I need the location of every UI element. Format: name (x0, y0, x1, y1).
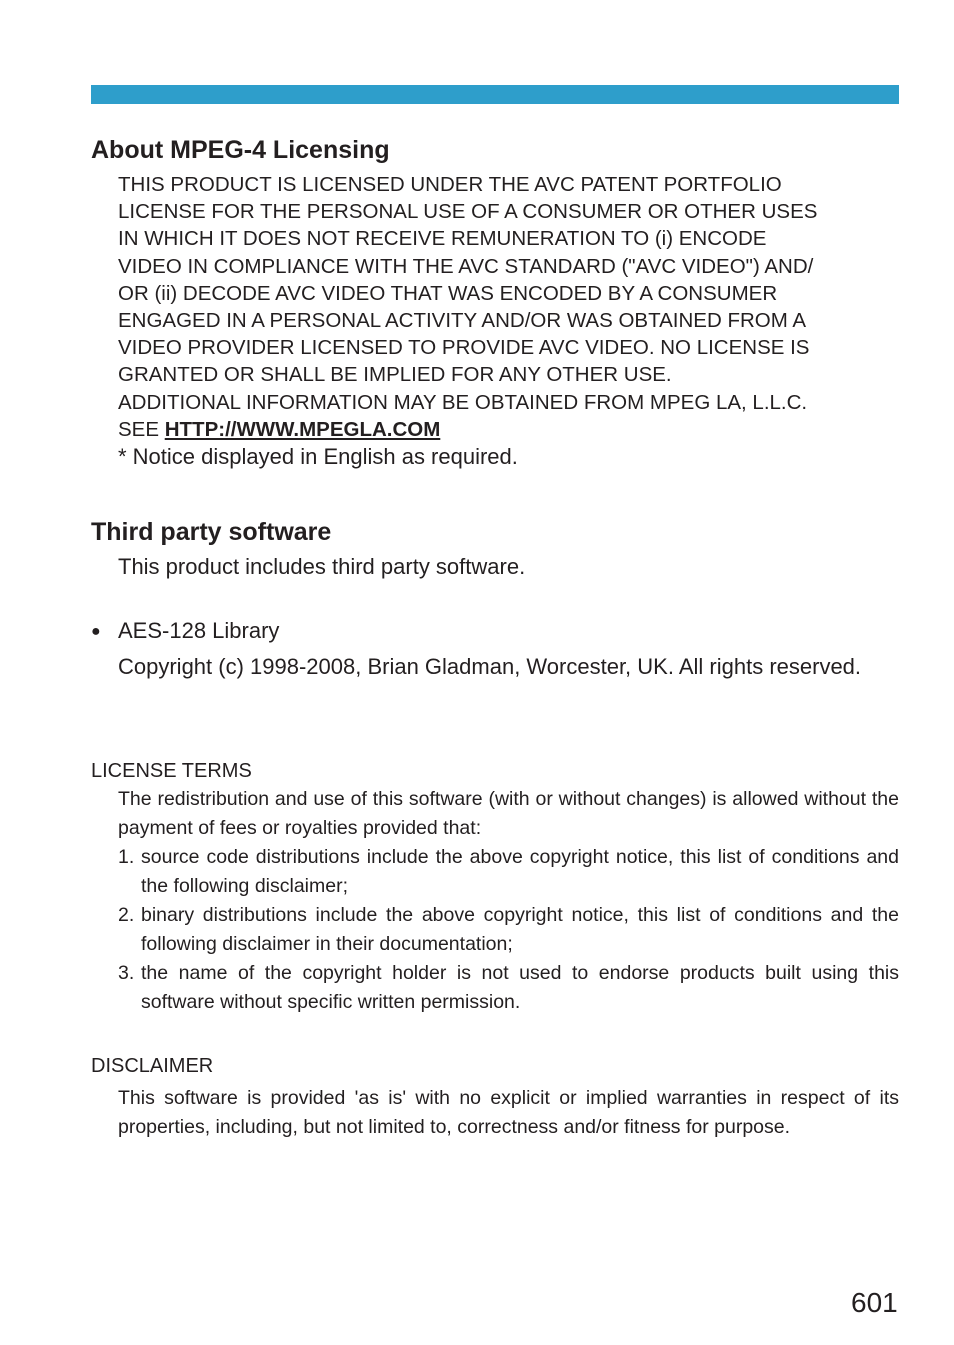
mpeg-line: ENGAGED IN A PERSONAL ACTIVITY AND/OR WAS OBTAINED FROM A (118, 309, 807, 333)
license-condition (118, 959, 899, 1017)
third-party-heading: Third party software (91, 518, 332, 546)
third-party-intro: This product includes third party software. (118, 554, 526, 579)
mpeg-line: GRANTED OR SHALL BE IMPLIED FOR ANY OTHER USE. (118, 363, 672, 387)
license-terms-intro: The redistribution and use of this software (with or without changes) is allowed without the payment of fees or royalties provided that: (118, 788, 899, 839)
license-condition (118, 843, 899, 901)
page-number: 601 (851, 1287, 898, 1318)
mpeg-line: VIDEO PROVIDER LICENSED TO PROVIDE AVC VIDEO. NO LICENSE IS (118, 336, 810, 360)
license-terms-heading: LICENSE TERMS (91, 760, 252, 782)
library-name: AES-128 Library (118, 618, 280, 643)
mpeg-line: LICENSE FOR THE PERSONAL USE OF A CONSUMER OR OTHER USES (118, 200, 818, 224)
mpeg-see-line (118, 416, 899, 443)
condition-text: binary distributions include the above copyright notice, this list of conditions and the following disclaimer in their documentation; (141, 904, 899, 955)
mpeg-line: OR (ii) DECODE AVC VIDEO THAT WAS ENCODED BY A CONSUMER (118, 281, 778, 305)
disclaimer-text: This software is provided 'as is' with no explicit or implied warranties in respect of its properties, including, but not limited to, correctness and/or fitness for purpose. (118, 1087, 899, 1138)
library-list-item (91, 617, 279, 646)
mpeg-line: THIS PRODUCT IS LICENSED UNDER THE AVC PATENT PORTFOLIO (118, 173, 782, 196)
bullet-icon: ● (91, 623, 101, 640)
header-accent-bar (91, 85, 899, 104)
mpeg-license-text (118, 171, 899, 443)
condition-text: the name of the copyright holder is not used to endorse products built using this software without specific written permission. (141, 962, 899, 1013)
disclaimer-heading: DISCLAIMER (91, 1055, 214, 1077)
mpeg-licensing-heading: About MPEG-4 Licensing (91, 136, 390, 164)
see-prefix: SEE (118, 417, 165, 441)
condition-number: 2. (118, 904, 135, 926)
mpeg-line: IN WHICH IT DOES NOT RECEIVE REMUNERATION TO (i) ENCODE (118, 227, 767, 251)
english-notice: * Notice displayed in English as required. (118, 444, 518, 469)
condition-number: 3. (118, 962, 135, 984)
mpeg-line: VIDEO IN COMPLIANCE WITH THE AVC STANDARD ("AVC VIDEO") AND/ (118, 254, 814, 278)
mpegla-link[interactable]: HTTP://WWW.MPEGLA.COM (164, 417, 441, 441)
license-conditions-list (118, 843, 899, 1017)
library-copyright: Copyright (c) 1998-2008, Brian Gladman, Worcester, UK. All rights reserved. (118, 654, 862, 679)
condition-number: 1. (118, 846, 135, 868)
mpeg-line: ADDITIONAL INFORMATION MAY BE OBTAINED FROM MPEG LA, L.L.C. (118, 390, 808, 414)
condition-text: source code distributions include the above copyright notice, this list of conditions and the following disclaimer; (141, 846, 899, 897)
license-condition (118, 901, 899, 959)
